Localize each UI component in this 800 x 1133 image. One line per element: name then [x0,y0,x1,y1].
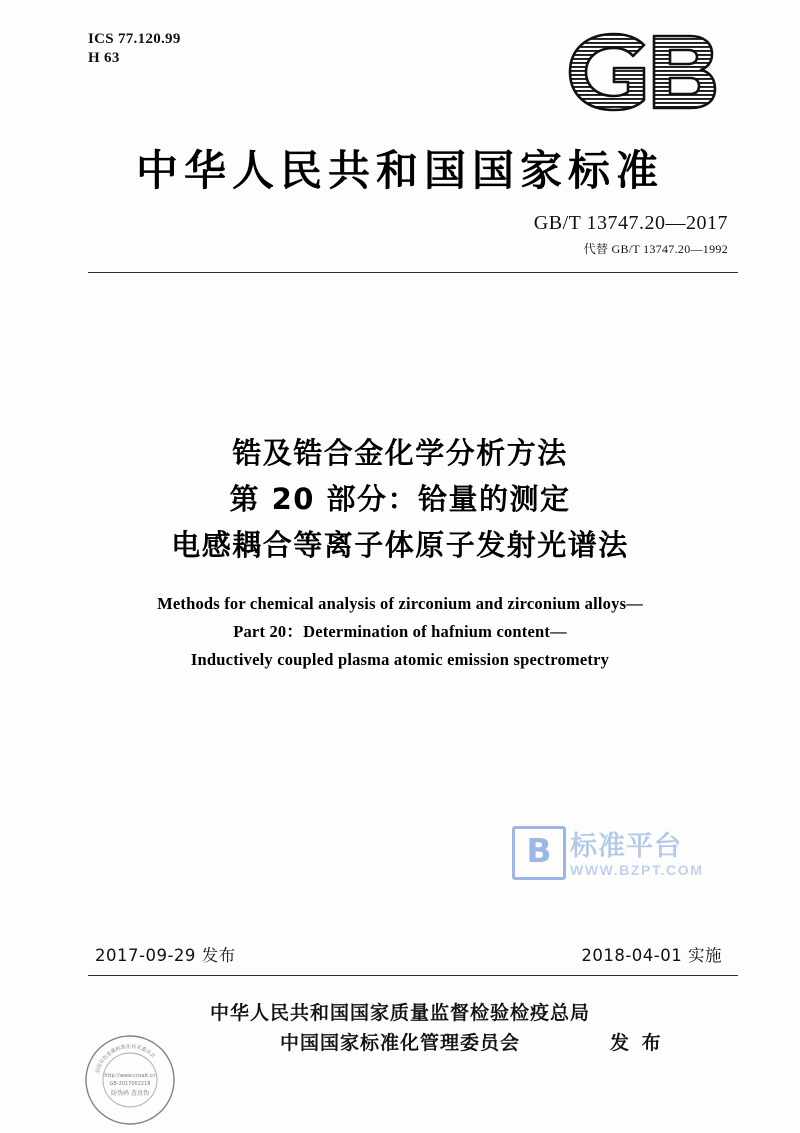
watermark [512,822,752,892]
national-standard-title: 中华人民共和国国家标准 [135,146,664,195]
svg-text:GB-2017002218: GB-2017002218 [109,1081,151,1087]
issue-date: 2017-09-29 发布 [95,946,236,965]
anti-counterfeit-seal [82,1032,178,1128]
issuing-body-2: 中国国家标准化管理委员会 [279,1032,520,1054]
publish-label: 发 布 [610,1032,664,1054]
ics-code-block [88,30,181,68]
title-english-line-1: Methods for chemical analysis of zirconium and zirconium alloys— [157,594,643,613]
title-chinese [0,430,800,568]
ics-code: ICS 77.120.99 [88,31,181,47]
title-chinese-line-1: 锆及锆合金化学分析方法 [232,436,568,470]
title-chinese-line-2: 第 20 部分：铪量的测定 [229,482,571,516]
title-chinese-line-3: 电感耦合等离子体原子发射光谱法 [171,528,629,562]
standard-number-block [534,212,728,257]
watermark-logo-icon: B [512,826,566,880]
issuing-body-1: 中华人民共和国国家质量监督检验检疫总局 [209,1002,590,1024]
classification-code: H 63 [88,50,120,66]
title-english-line-3: Inductively coupled plasma atomic emission spectrometry [190,650,610,669]
gb-logo-icon [562,26,722,118]
watermark-brand: 标准平台 [570,831,682,862]
effective-date: 2018-04-01 实施 [581,946,722,965]
title-english-line-2: Part 20：Determination of hafnium content— [233,622,567,641]
svg-text:http://www.cnsalt.cn: http://www.cnsalt.cn [104,1073,156,1079]
divider-bottom [88,975,738,976]
standard-number: GB/T 13747.20—2017 [533,212,728,234]
replaces-note: 代替 GB/T 13747.20—1992 [583,242,728,256]
svg-text:防伪码 查真伪: 防伪码 查真伪 [111,1090,149,1097]
title-english [0,590,800,674]
svg-text:全国有色金属标准化技术委员会: 全国有色金属标准化技术委员会 [94,1043,157,1075]
divider-top [88,272,738,273]
watermark-url: WWW.BZPT.COM [570,862,704,878]
